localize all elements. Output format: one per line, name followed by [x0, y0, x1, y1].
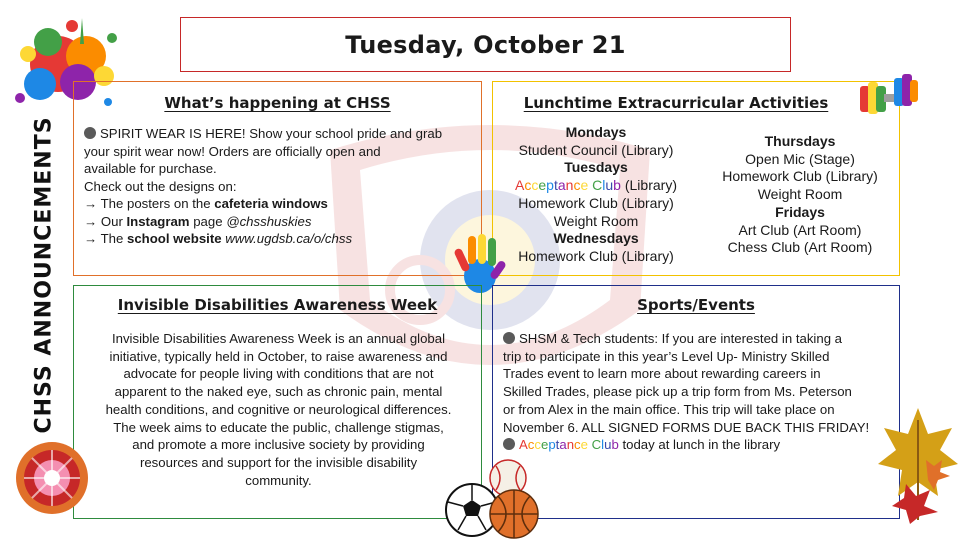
instagram-label: Instagram: [126, 213, 190, 229]
acceptance-club-rainbow: Acceptance Club: [519, 437, 619, 453]
date-header: [180, 17, 791, 72]
spirit-wear-line-1: SPIRIT WEAR IS HERE! Show your school pride and grab: [100, 126, 443, 141]
activity-homework-club-wed: Homework Club (Library): [518, 247, 674, 264]
activity-open-mic: Open Mic (Stage): [745, 150, 855, 167]
invisible-line: The week aims to educate the public, challenge stigmas,: [113, 419, 444, 435]
designs-intro: Check out the designs on:: [84, 178, 237, 194]
day-tuesdays: Tuesdays: [564, 159, 628, 176]
invisible-line: and promote a more inclusive society by providing: [132, 437, 425, 453]
acceptance-club-today: Acceptance Club today at lunch in the library: [503, 436, 898, 454]
cafeteria-windows: cafeteria windows: [214, 196, 328, 211]
sports-balls-icon: [442, 458, 542, 540]
invisible-disabilities-body: [84, 330, 473, 489]
invisible-line: community.: [245, 472, 312, 488]
instagram-handle: @chsshuskies: [226, 213, 312, 229]
whats-happening-title: What’s happening at CHSS: [164, 94, 391, 112]
activity-weight-room-tue: Weight Room: [553, 212, 639, 229]
spirit-wear-line-3: available for purchase.: [84, 161, 217, 176]
sports-events-panel: [492, 285, 900, 519]
day-thursdays: Thursdays: [764, 133, 836, 149]
bullet-dot-icon: [503, 438, 515, 450]
invisible-line: Invisible Disabilities Awareness Week is an annual global: [111, 331, 446, 346]
sports-line: trip to participate in this year’s Level Up- Ministry Skilled: [503, 348, 830, 364]
invisible-line: resources and support for the invisible disability: [139, 454, 418, 470]
school-website-label: school website: [127, 231, 222, 246]
activity-student-council: Student Council (Library): [518, 141, 674, 158]
lunchtime-activities-panel: [492, 81, 900, 276]
autumn-leaf-icon: [876, 400, 960, 528]
activity-chess-club: Chess Club (Art Room): [727, 239, 873, 256]
school-website-url: www.ugdsb.ca/o/chss: [225, 231, 353, 246]
whats-happening-panel: [73, 81, 482, 276]
bullet-dot-icon: [84, 127, 96, 139]
bullet-dot-icon: [503, 332, 515, 344]
invisible-disabilities-panel: [73, 285, 482, 519]
decorative-emblem-icon: [14, 440, 90, 516]
invisible-line: advocate for people living with conditions that are not: [123, 366, 434, 382]
website-line: → The school website www.ugdsb.ca/o/chss: [84, 231, 353, 246]
date-title: Tuesday, October 21: [345, 30, 626, 59]
sports-line: November 6. ALL SIGNED FORMS DUE BACK THIS FRIDAY!: [503, 419, 870, 435]
day-fridays: Fridays: [775, 203, 825, 220]
sports-events-title: Sports/Events: [637, 296, 755, 314]
invisible-line: initiative, typically held in October, to raise awareness and: [109, 348, 448, 364]
spirit-wear-line-2: your spirit wear now! Orders are officially open and: [84, 143, 381, 159]
dumbbell-icon: [856, 72, 922, 118]
lunch-schedule-right: [705, 133, 895, 257]
day-wednesdays: Wednesdays: [553, 230, 639, 247]
sports-events-body: [503, 330, 898, 454]
lunch-schedule-left: [499, 124, 693, 266]
whats-happening-body: [84, 125, 479, 248]
acceptance-club-rainbow: Acceptance Club: [515, 177, 621, 194]
activity-homework-club-tue: Homework Club (Library): [518, 194, 674, 211]
sports-line: SHSM & Tech students: If you are interested in taking a: [519, 331, 843, 346]
lunchtime-title: Lunchtime Extracurricular Activities: [523, 94, 829, 112]
day-mondays: Mondays: [565, 124, 627, 140]
invisible-line: apparent to the naked eye, such as chronic pain, mental: [114, 384, 443, 400]
sports-line: Skilled Trades, please pick up a trip form from Ms. Peterson: [503, 384, 852, 400]
activity-acceptance-club: Acceptance Club (Library): [515, 177, 677, 194]
posters-line: → The posters on the cafeteria windows: [84, 196, 328, 211]
activity-homework-club-thu: Homework Club (Library): [722, 168, 878, 185]
invisible-line: health conditions, and cognitive or neurological differences.: [105, 401, 452, 417]
sports-line: Trades event to learn more about rewarding careers in: [503, 366, 821, 382]
activity-art-club: Art Club (Art Room): [738, 221, 862, 238]
invisible-disabilities-title: Invisible Disabilities Awareness Week: [117, 296, 438, 314]
activity-weight-room-thu: Weight Room: [757, 186, 843, 203]
instagram-line: → Our Instagram page @chsshuskies: [84, 213, 312, 229]
sports-line: or from Alex in the main office. This trip will take place on: [503, 401, 835, 417]
side-title: CHSS ANNOUNCEMENTS: [31, 116, 57, 434]
